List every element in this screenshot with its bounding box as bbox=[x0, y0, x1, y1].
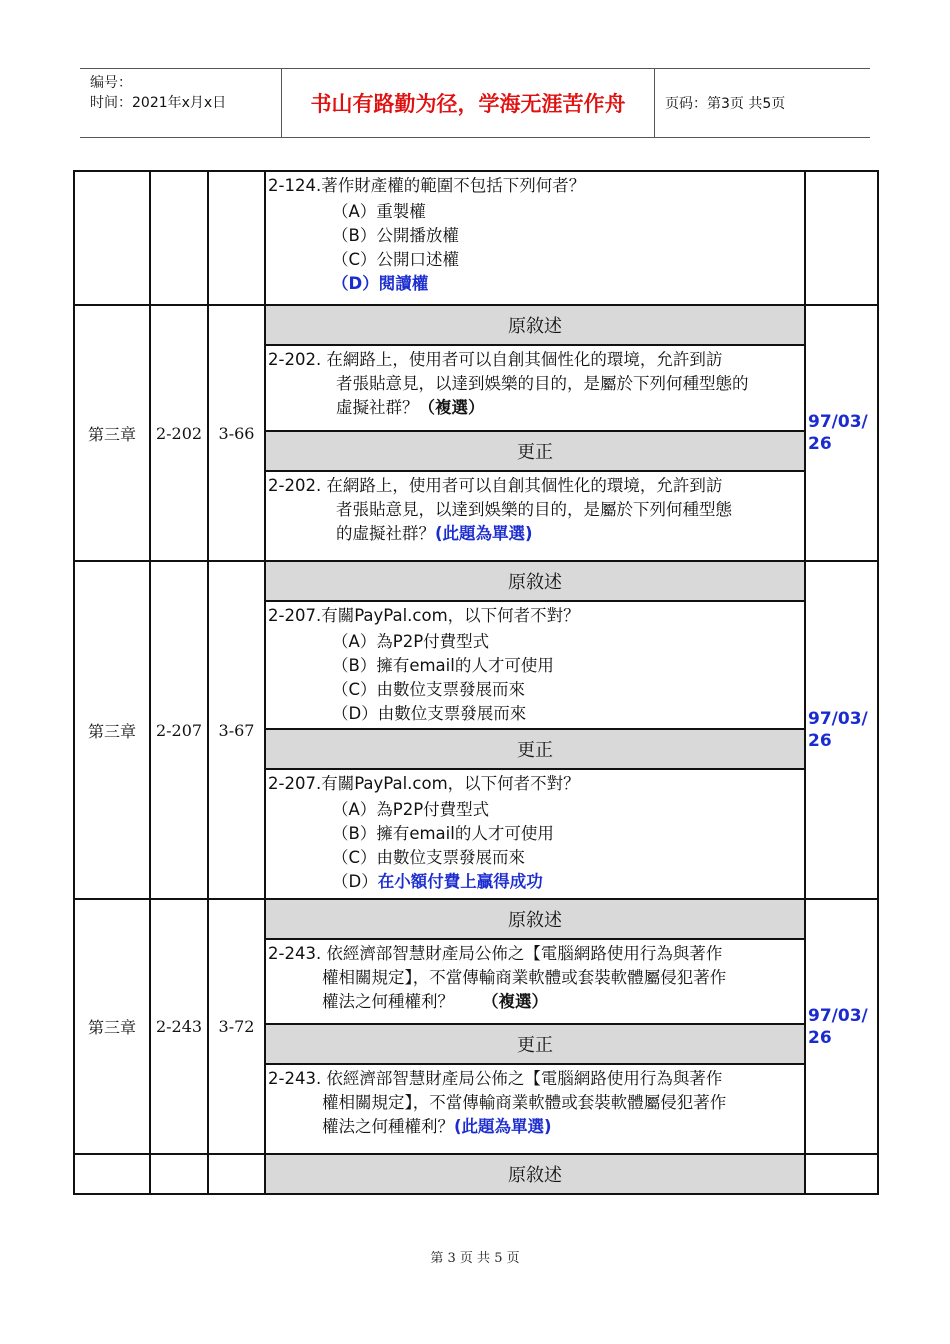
original-header: 原敘述 bbox=[265, 561, 805, 601]
date-cell: 97/03/26 bbox=[805, 561, 878, 899]
question-continuation: 權相關規定】，不當傳輸商業軟體或套裝軟體屬侵犯著作 bbox=[322, 968, 727, 987]
date-label: 时间：2021年x月x日 bbox=[90, 95, 227, 111]
question-tail: 虛擬社群？ bbox=[336, 398, 419, 417]
option-c: （C）由數位支票發展而來 bbox=[332, 848, 526, 867]
corrected-question: 2-207.有關PayPal.com，以下何者不對？ bbox=[268, 774, 580, 793]
question-lead: 2-243. 依經濟部智慧財產局公佈之【電腦網路使用行為與著作 bbox=[268, 1069, 723, 1088]
question-continuation bbox=[268, 990, 802, 1014]
page-cell: 3-72 bbox=[208, 899, 265, 1154]
question-number-cell: 2-202 bbox=[150, 305, 208, 561]
header-page-label: 页码：第3页 共5页 bbox=[665, 96, 786, 112]
original-header: 原敘述 bbox=[265, 1154, 805, 1194]
original-question-cell bbox=[265, 345, 805, 431]
option-b: （B）公開播放權 bbox=[332, 226, 459, 245]
table-row bbox=[74, 1154, 878, 1194]
single-select-tag: (此題為單選) bbox=[454, 1117, 552, 1136]
date-cell: 97/03/26 bbox=[805, 305, 878, 561]
option-a: （A）重製權 bbox=[332, 202, 426, 221]
correction-header: 更正 bbox=[265, 1024, 805, 1064]
page-cell: 3-67 bbox=[208, 561, 265, 899]
question-number-cell bbox=[150, 1154, 208, 1194]
option-b: （B）擁有email的人才可使用 bbox=[332, 656, 554, 675]
option-d-corrected bbox=[266, 870, 804, 894]
question-lead: 2-202. 在網路上，使用者可以自創其個性化的環境，允許到訪 bbox=[268, 476, 723, 495]
date-cell bbox=[805, 171, 878, 305]
table-row bbox=[74, 305, 878, 345]
option-d: （D）由數位支票發展而來 bbox=[332, 704, 527, 723]
original-question-cell bbox=[265, 601, 805, 729]
question-continuation bbox=[268, 522, 802, 546]
chapter-cell bbox=[74, 171, 150, 305]
table-row bbox=[74, 899, 878, 939]
question-tail: 權法之何種權利？ bbox=[322, 1117, 454, 1136]
errata-table bbox=[73, 170, 879, 1195]
chapter-cell: 第三章 bbox=[74, 561, 150, 899]
page-header bbox=[80, 68, 870, 138]
page-cell bbox=[208, 171, 265, 305]
page-cell: 3-66 bbox=[208, 305, 265, 561]
original-question bbox=[266, 346, 804, 422]
question-continuation: 者張貼意見，以達到娛樂的目的，是屬於下列何種型態的 bbox=[336, 374, 749, 393]
original-question-cell bbox=[265, 939, 805, 1024]
original-header: 原敘述 bbox=[265, 305, 805, 345]
option-d-corrected-text: 在小額付費上贏得成功 bbox=[377, 872, 543, 891]
question-continuation: 權相關規定】，不當傳輸商業軟體或套裝軟體屬侵犯著作 bbox=[322, 1093, 727, 1112]
multi-select-tag: （複選） bbox=[482, 992, 548, 1011]
table-row bbox=[74, 171, 878, 305]
original-question bbox=[266, 940, 804, 1016]
option-d-answer: （D）閱讀權 bbox=[332, 274, 429, 293]
question-number-cell: 2-243 bbox=[150, 899, 208, 1154]
question-continuation: 者張貼意見，以達到娛樂的目的，是屬於下列何種型態 bbox=[336, 500, 732, 519]
header-motto: 书山有路勤为径，学海无涯苦作舟 bbox=[282, 69, 655, 137]
option-b: （B）擁有email的人才可使用 bbox=[332, 824, 554, 843]
option-a: （A）為P2P付費型式 bbox=[332, 800, 490, 819]
original-header: 原敘述 bbox=[265, 899, 805, 939]
question-lead: 2-202. 在網路上，使用者可以自創其個性化的環境，允許到訪 bbox=[268, 350, 723, 369]
single-select-tag: (此題為單選) bbox=[435, 524, 533, 543]
chapter-cell: 第三章 bbox=[74, 899, 150, 1154]
page-footer: 第 3 页 共 5 页 bbox=[430, 1251, 520, 1266]
page-cell bbox=[208, 1154, 265, 1194]
question-continuation bbox=[268, 396, 802, 420]
option-a: （A）為P2P付費型式 bbox=[332, 632, 490, 651]
corrected-question-cell bbox=[265, 471, 805, 561]
question-tail: 權法之何種權利？ bbox=[322, 992, 454, 1011]
question-continuation bbox=[268, 1115, 802, 1139]
corrected-question bbox=[266, 1065, 804, 1141]
original-question: 2-207.有關PayPal.com，以下何者不對？ bbox=[268, 606, 580, 625]
corrected-question-cell bbox=[265, 1064, 805, 1154]
chapter-cell bbox=[74, 1154, 150, 1194]
date-cell: 97/03/26 bbox=[805, 899, 878, 1154]
header-info bbox=[80, 69, 282, 137]
corrected-question-cell bbox=[265, 769, 805, 899]
question-cell bbox=[265, 171, 805, 305]
question-lead: 2-243. 依經濟部智慧財產局公佈之【電腦網路使用行為與著作 bbox=[268, 944, 723, 963]
correction-header: 更正 bbox=[265, 729, 805, 769]
multi-select-tag: （複選） bbox=[418, 398, 485, 417]
option-c: （C）由數位支票發展而來 bbox=[332, 680, 526, 699]
date-cell bbox=[805, 1154, 878, 1194]
question-number-cell bbox=[150, 171, 208, 305]
question-tail: 的虛擬社群？ bbox=[336, 524, 435, 543]
number-label: 编号： bbox=[90, 75, 132, 91]
option-d-prefix: （D） bbox=[332, 872, 378, 891]
chapter-cell: 第三章 bbox=[74, 305, 150, 561]
correction-header: 更正 bbox=[265, 431, 805, 471]
question-number-cell: 2-207 bbox=[150, 561, 208, 899]
corrected-question bbox=[266, 472, 804, 548]
table-row bbox=[74, 561, 878, 601]
question-text: 2-124.著作財產權的範圍不包括下列何者？ bbox=[268, 176, 586, 195]
option-c: （C）公開口述權 bbox=[332, 250, 460, 269]
